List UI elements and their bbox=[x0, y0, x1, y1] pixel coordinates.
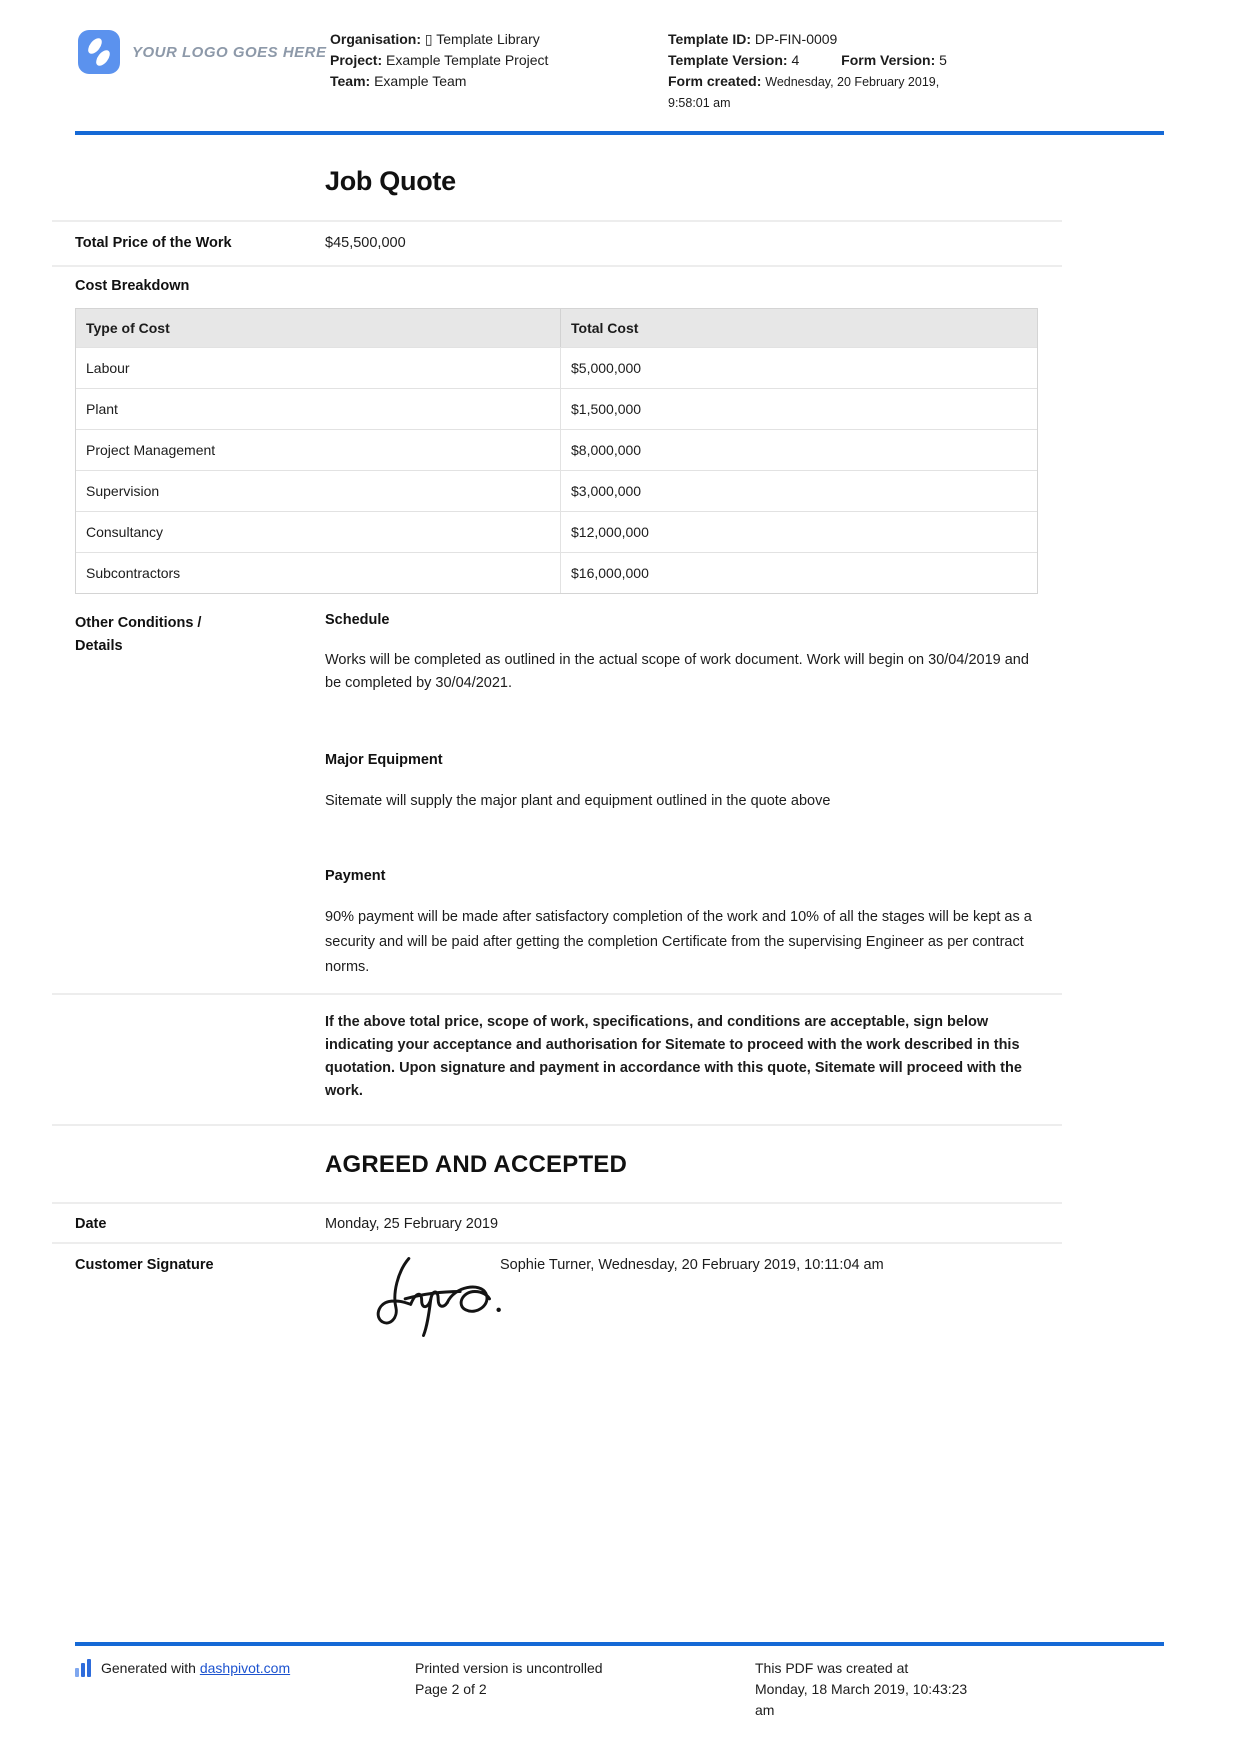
cost-type: Labour bbox=[86, 360, 130, 376]
table-row bbox=[76, 511, 1037, 552]
cost-type: Plant bbox=[86, 401, 118, 417]
form-version-label: Form Version: bbox=[841, 52, 936, 68]
organisation-row bbox=[330, 29, 548, 50]
total-price-label: Total Price of the Work bbox=[75, 235, 232, 251]
schedule-heading: Schedule bbox=[325, 612, 390, 628]
team-label: Team: bbox=[330, 73, 371, 89]
team-value: Example Team bbox=[374, 73, 467, 89]
signature-signed-by: Sophie Turner, Wednesday, 20 February 2019, 10:11:04 am bbox=[500, 1257, 884, 1273]
header-right-fields bbox=[668, 29, 947, 114]
footer-generated bbox=[75, 1658, 290, 1678]
column-header-cost: Total Cost bbox=[560, 309, 1037, 347]
template-version-value: 4 bbox=[791, 52, 800, 68]
divider bbox=[52, 1242, 1062, 1244]
cost-value: $12,000,000 bbox=[560, 512, 1037, 552]
cost-value: $16,000,000 bbox=[560, 553, 1037, 593]
customer-signature-label: Customer Signature bbox=[75, 1257, 214, 1273]
table-row bbox=[76, 470, 1037, 511]
table-header-row bbox=[76, 309, 1037, 347]
pdf-created-line1: This PDF was created at bbox=[755, 1660, 909, 1676]
signature-image bbox=[352, 1248, 517, 1346]
agreed-heading: AGREED AND ACCEPTED bbox=[325, 1151, 628, 1178]
template-id-label: Template ID: bbox=[668, 31, 751, 47]
organisation-value: ▯ Template Library bbox=[424, 31, 540, 47]
project-row bbox=[330, 50, 548, 71]
company-logo bbox=[78, 30, 327, 74]
form-created-time: 9:58:01 am bbox=[668, 96, 731, 110]
project-label: Project: bbox=[330, 52, 383, 68]
column-header-type: Type of Cost bbox=[86, 320, 170, 336]
pdf-created-line3: am bbox=[755, 1702, 775, 1718]
logo-mark-icon bbox=[78, 30, 120, 74]
form-created-row bbox=[668, 71, 947, 93]
cost-value: $1,500,000 bbox=[560, 389, 1037, 429]
table-row bbox=[76, 552, 1037, 593]
dashpivot-bars-icon bbox=[75, 1658, 93, 1678]
total-price-value: $45,500,000 bbox=[325, 235, 406, 251]
date-label: Date bbox=[75, 1216, 107, 1232]
payment-heading: Payment bbox=[325, 868, 386, 884]
printed-version-text: Printed version is uncontrolled bbox=[415, 1660, 603, 1676]
date-row bbox=[75, 1216, 1038, 1232]
versions-row bbox=[668, 50, 947, 71]
divider bbox=[52, 993, 1062, 995]
divider bbox=[52, 1124, 1062, 1126]
template-id-value: DP-FIN-0009 bbox=[754, 31, 838, 47]
header-left-fields bbox=[330, 29, 548, 92]
schedule-body: Works will be completed as outlined in the actual scope of work document. Work will begin on 30/04/2019 and be completed by 30/04/2021. bbox=[325, 652, 1029, 691]
logo-placeholder-text: YOUR LOGO GOES HERE bbox=[132, 43, 327, 61]
payment-body: 90% payment will be made after satisfactory completion of the work and 10% of all the stages will be kept as a security and will be paid after getting the completion Certificate from the supervising Engineer as per contract norms. bbox=[325, 909, 1032, 975]
cost-value: $5,000,000 bbox=[560, 348, 1037, 388]
cost-breakdown-heading: Cost Breakdown bbox=[75, 278, 190, 294]
form-version-value: 5 bbox=[939, 52, 947, 68]
date-value: Monday, 25 February 2019 bbox=[325, 1216, 499, 1232]
divider bbox=[52, 265, 1062, 267]
table-row bbox=[76, 347, 1037, 388]
table-row bbox=[76, 429, 1037, 470]
footer-created-block bbox=[755, 1658, 967, 1721]
header-rule bbox=[75, 131, 1164, 135]
cost-breakdown-table bbox=[75, 308, 1038, 594]
page-title: Job Quote bbox=[325, 166, 456, 196]
dashpivot-link[interactable]: dashpivot.com bbox=[199, 1660, 291, 1676]
footer-rule bbox=[75, 1642, 1164, 1646]
cost-type: Supervision bbox=[86, 483, 160, 499]
divider bbox=[52, 1202, 1062, 1204]
major-equipment-body: Sitemate will supply the major plant and equipment outlined in the quote above bbox=[325, 793, 831, 809]
total-price-row bbox=[75, 235, 1038, 251]
template-id-row bbox=[668, 29, 947, 50]
cost-type: Project Management bbox=[86, 442, 216, 458]
table-row bbox=[76, 388, 1037, 429]
template-version-label: Template Version: bbox=[668, 52, 788, 68]
cost-value: $8,000,000 bbox=[560, 430, 1037, 470]
cost-type: Subcontractors bbox=[86, 565, 181, 581]
page-number-text: Page 2 of 2 bbox=[415, 1681, 487, 1697]
project-value: Example Template Project bbox=[386, 52, 549, 68]
form-created-date: Wednesday, 20 February 2019, bbox=[765, 75, 940, 89]
divider bbox=[52, 220, 1062, 222]
other-conditions-label: Other Conditions / Details bbox=[75, 615, 202, 654]
footer-printed-block bbox=[415, 1658, 603, 1700]
generated-with-text: Generated with bbox=[101, 1660, 200, 1676]
pdf-created-line2: Monday, 18 March 2019, 10:43:23 bbox=[755, 1681, 968, 1697]
major-equipment-heading: Major Equipment bbox=[325, 752, 443, 768]
organisation-label: Organisation: bbox=[330, 31, 422, 47]
cost-value: $3,000,000 bbox=[560, 471, 1037, 511]
form-created-label: Form created: bbox=[668, 73, 762, 89]
cost-type: Consultancy bbox=[86, 524, 164, 540]
acceptance-note: If the above total price, scope of work, specifications, and conditions are acceptable, sign below indicating your acceptance and authorisation for Sitemate to proceed with the work described in this quotation. Upon signature and payment in accordance with this quote, Sitemate will proceed with the work. bbox=[325, 1014, 1022, 1099]
team-row bbox=[330, 71, 548, 92]
